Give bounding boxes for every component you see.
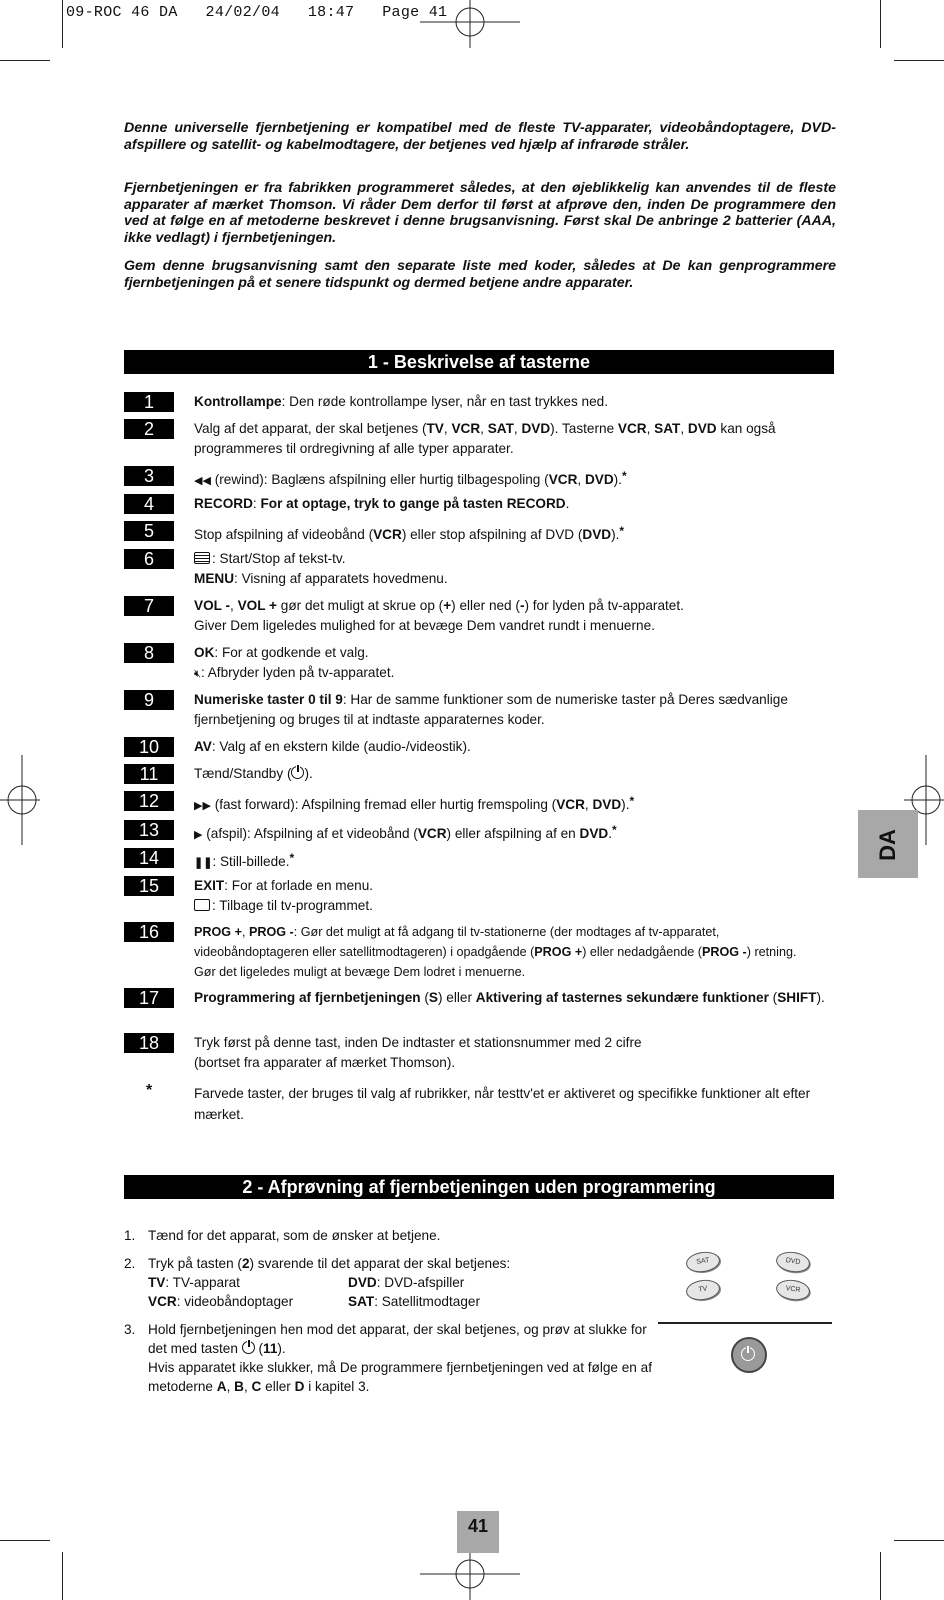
power-icon bbox=[741, 1347, 755, 1361]
key-item-15: 15 EXIT: For at forlade en menu. : Tilbage til tv-programmet. bbox=[124, 876, 836, 916]
item-number: 12 bbox=[124, 791, 174, 811]
page-number: 41 bbox=[457, 1511, 499, 1553]
key-item-6: 6 : Start/Stop af tekst-tv. MENU: Visning af apparatets hovedmenu. bbox=[124, 549, 836, 589]
key-item-2: 2 Valg af det apparat, der skal betjenes (TV, VCR, SAT, DVD). Tasterne VCR, SAT, DVD kan også programmeres til ordregivning af alle typer apparater. bbox=[124, 419, 836, 459]
key-item-14: 14 ❚❚: Still-billede.* bbox=[124, 848, 836, 873]
print-slug: 09-ROC 46 DA 24/02/04 18:47 Page 41 bbox=[66, 4, 448, 21]
divider-line bbox=[658, 1322, 832, 1324]
item-number: 14 bbox=[124, 848, 174, 868]
item-number: 7 bbox=[124, 596, 174, 616]
item-number: 15 bbox=[124, 876, 174, 896]
key-item-3: 3 ◀◀ (rewind): Baglæns afspilning eller hurtig tilbagespoling (VCR, DVD).* bbox=[124, 466, 836, 491]
pause-icon: ❚❚ bbox=[194, 857, 213, 869]
key-item-7: 7 VOL -, VOL + gør det muligt at skrue op (+) eller ned (-) for lyden på tv-apparatet. Giver Dem ligeledes mulighed for at bevæge Dem vandret rundt i menuerne. bbox=[124, 596, 836, 636]
item-number: 4 bbox=[124, 494, 174, 514]
item-number: 2 bbox=[124, 419, 174, 439]
key-item-8: 8 OK: For at godkende et valg. 🔇︎: Afbryder lyden på tv-apparatet. bbox=[124, 643, 836, 684]
play-icon: ▶ bbox=[194, 829, 203, 841]
item-number: 3 bbox=[124, 466, 174, 486]
key-item-11: 11 Tænd/Standby ( ). bbox=[124, 764, 836, 784]
mute-icon: 🔇︎ bbox=[194, 668, 201, 680]
power-button bbox=[731, 1337, 767, 1373]
key-item-17: 17 Programmering af fjernbetjeningen (S) eller Aktivering af tasternes sekundære funktioner (SHIFT). bbox=[124, 988, 836, 1008]
intro-paragraph-1: Denne universelle fjernbetjening er kompatibel med de fleste TV-apparater, videobåndoptagere, DVD-afspillere og satellit- og kabelmodtagere, der betjenes ved hjælp af infrarøde stråler. bbox=[124, 120, 836, 153]
footnote-asterisk: * bbox=[146, 1082, 153, 1099]
item-number: 8 bbox=[124, 643, 174, 663]
item-number: 9 bbox=[124, 690, 174, 710]
item-number: 18 bbox=[124, 1033, 174, 1053]
item-number: 11 bbox=[124, 764, 174, 784]
key-item-1: 1 Kontrollampe: Den røde kontrollampe lyser, når en tast trykkes ned. bbox=[124, 392, 836, 412]
tv-icon bbox=[194, 899, 210, 911]
item-number: 10 bbox=[124, 737, 174, 757]
registration-mark-bottom bbox=[420, 1552, 520, 1600]
item-number: 1 bbox=[124, 392, 174, 412]
section-1-heading: 1 - Beskrivelse af tasterne bbox=[124, 350, 834, 374]
registration-mark-top bbox=[420, 0, 520, 50]
dvd-button: DVD bbox=[775, 1250, 811, 1275]
rewind-icon: ◀◀ bbox=[194, 475, 211, 487]
registration-mark-left bbox=[0, 755, 40, 845]
section-2-heading: 2 - Afprøvning af fjernbetjeningen uden programmering bbox=[124, 1175, 834, 1199]
step-1: 1. Tænd for det apparat, som de ønsker at betjene. bbox=[124, 1228, 441, 1243]
key-item-18: 18 Tryk først på denne tast, inden De indtaster et stationsnummer med 2 cifre (bortset fra apparater af mærket Thomson). bbox=[124, 1033, 836, 1073]
device-list: TV: TV-apparat DVD: DVD-afspiller VCR: videobåndoptager SAT: Satellitmodtager bbox=[148, 1275, 480, 1309]
intro-paragraph-3: Gem denne brugsanvisning samt den separate liste med koder, således at De kan genprogrammere fjernbetjeningen på et senere tidspunkt og dermed betjene andre apparater. bbox=[124, 258, 836, 291]
key-item-footnote: * Farvede taster, der bruges til valg af rubrikker, når testtv'et er aktiveret og specifikke funktioner alt efter mærket. bbox=[146, 1082, 811, 1122]
key-item-13: 13 ▶ (afspil): Afspilning af et videobånd (VCR) eller afspilning af en DVD.* bbox=[124, 820, 836, 845]
key-item-9: 9 Numeriske taster 0 til 9: Har de samme funktioner som de numeriske taster på Deres sædvanlige fjernbetjening og bruges til at indtaste apparaternes koder. bbox=[124, 690, 836, 730]
key-item-16: 16 PROG +, PROG -: Gør det muligt at få adgang til tv-stationerne (der modtages af tv-apparatet, videobåndoptageren eller satellitmodtageren) i opadgående (PROG +) eller nedadgående (PROG -) retning. Gør det ligeledes muligt at bevæge Dem lodret i menuerne. bbox=[124, 922, 836, 982]
fast-forward-icon: ▶▶ bbox=[194, 800, 211, 812]
key-item-12: 12 ▶▶ (fast forward): Afspilning fremad eller hurtig fremspoling (VCR, DVD).* bbox=[124, 791, 836, 816]
step-2: 2. Tryk på tasten (2) svarende til det apparat der skal betjenes: TV: TV-apparat DVD: DVD-afspiller VCR: videobåndoptager SAT: Satellitmodtager bbox=[124, 1254, 654, 1311]
item-number: 16 bbox=[124, 922, 174, 942]
key-item-5: 5 Stop afspilning af videobånd (VCR) eller stop afspilning af DVD (DVD).* bbox=[124, 521, 836, 545]
power-icon bbox=[291, 766, 304, 779]
language-tab: DA bbox=[858, 810, 918, 878]
step-3: 3. Hold fjernbetjeningen hen mod det apparat, der skal betjenes, og prøv at slukke for det med tasten (11). Hvis apparatet ikke slukker, må De programmere fjernbetjeningen ved at følge en af metoderne A, B, C eller D i kapitel 3. bbox=[124, 1322, 652, 1394]
item-number: 13 bbox=[124, 820, 174, 840]
intro-paragraph-2: Fjernbetjeningen er fra fabrikken programmeret således, at den øjeblikkelig kan anvendes til de fleste apparater af mærket Thomson. Vi råder Dem derfor til først at afprøve den, inden De programmere den ved at følge en af metoderne beskrevet i denne brugsanvisning. Først skal De anbringe 2 batterier (AAA, ikke vedlagt) i fjernbetjeningen. bbox=[124, 180, 836, 246]
teletext-icon bbox=[194, 552, 210, 564]
tv-button: TV bbox=[685, 1278, 721, 1303]
sat-button: SAT bbox=[685, 1250, 721, 1275]
item-number: 6 bbox=[124, 549, 174, 569]
test-steps bbox=[124, 1226, 654, 1405]
item-number: 5 bbox=[124, 521, 174, 541]
vcr-button: VCR bbox=[775, 1278, 811, 1303]
key-item-4: 4 RECORD: For at optage, tryk to gange på tasten RECORD. bbox=[124, 494, 836, 514]
power-icon bbox=[242, 1341, 255, 1354]
item-number: 17 bbox=[124, 988, 174, 1008]
key-item-10: 10 AV: Valg af en ekstern kilde (audio-/videostik). bbox=[124, 737, 836, 757]
